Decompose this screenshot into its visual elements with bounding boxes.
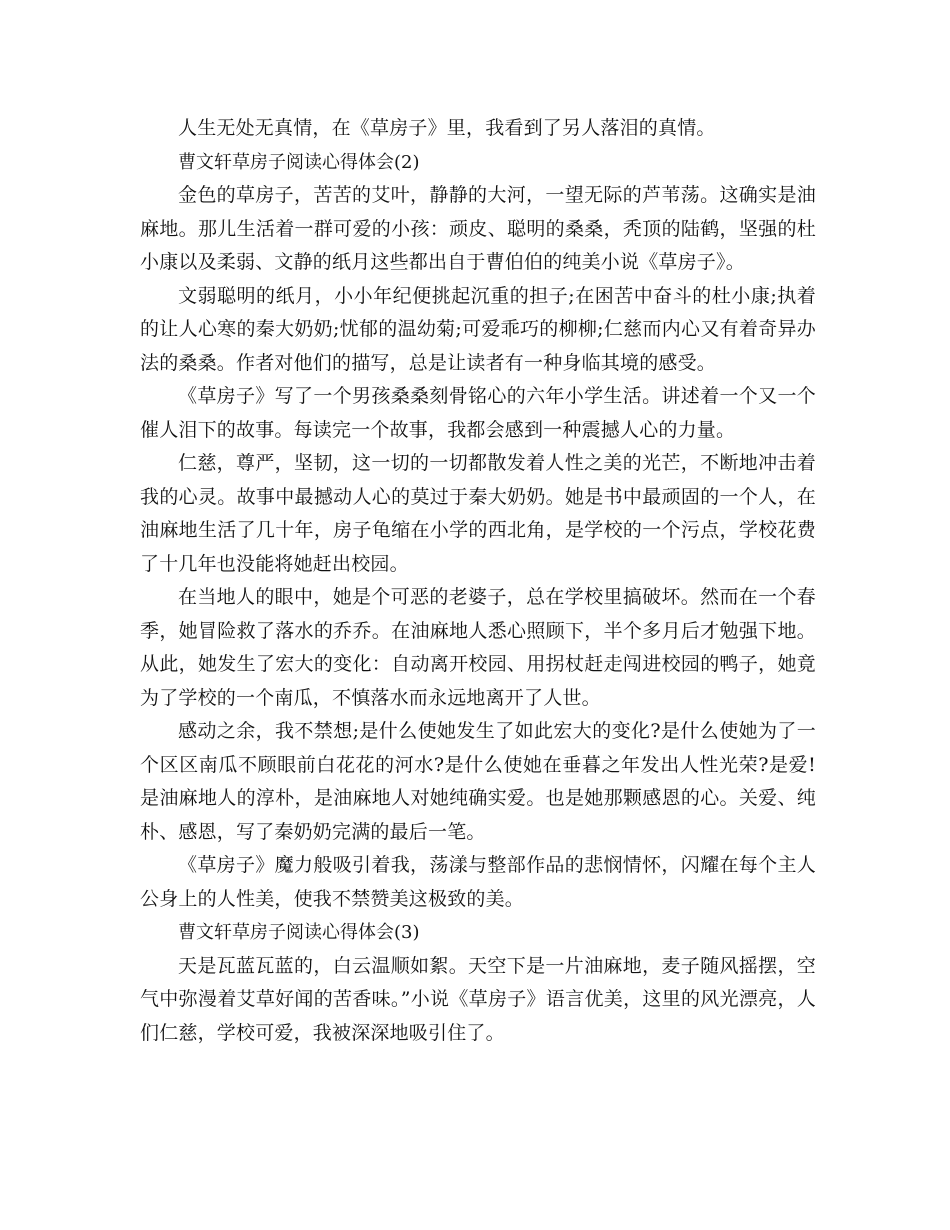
paragraph: 在当地人的眼中，她是个可恶的老婆子，总在学校里搞破坏。然而在一个春季，她冒险救了落水的乔乔。在油麻地人悉心照顾下，半个多月后才勉强下地。从此，她发生了宏大的变化：自动离开校园、用拐杖赶走闯进校园的鸭子，她竟为了学校的一个南瓜，不慎落水而永远地离开了人世。 xyxy=(140,586,816,709)
paragraph: 《草房子》写了一个男孩桑桑刻骨铭心的六年小学生活。讲述着一个又一个催人泪下的故事。每读完一个故事，我都会感到一种震撼人心的力量。 xyxy=(140,385,816,441)
paragraph: 《草房子》魔力般吸引着我，荡漾与整部作品的悲悯情怀，闪耀在每个主人公身上的人性美，使我不禁赞美这极致的美。 xyxy=(140,854,816,910)
paragraph: 仁慈，尊严，坚韧，这一切的一切都散发着人性之美的光芒，不断地冲击着我的心灵。故事中最撼动人心的莫过于秦大奶奶。她是书中最顽固的一个人，在油麻地生活了几十年，房子龟缩在小学的西北角，是学校的一个污点，学校花费了十几年也没能将她赶出校园。 xyxy=(140,452,816,575)
paragraph: 天是瓦蓝瓦蓝的，白云温顺如絮。天空下是一片油麻地，麦子随风摇摆，空气中弥漫着艾草好闻的苦香味。”小说《草房子》语言优美，这里的风光漂亮，人们仁慈，学校可爱，我被深深地吸引住了。 xyxy=(140,954,816,1044)
document-body xyxy=(140,112,816,1050)
section-heading: 曹文轩草房子阅读心得体会(3) xyxy=(178,922,420,943)
paragraph: 金色的草房子，苦苦的艾叶，静静的大河，一望无际的芦苇荡。这确实是油麻地。那儿生活着一群可爱的小孩：顽皮、聪明的桑桑，秃顶的陆鹤，坚强的杜小康以及柔弱、文静的纸月这些都出自于曹伯伯的纯美小说《草房子》。 xyxy=(140,184,816,273)
paragraph: 感动之余，我不禁想;是什么使她发生了如此宏大的变化?是什么使她为了一个区区南瓜不顾眼前白花花的河水?是什么使她在垂暮之年发出人性光荣?是爱!是油麻地人的淳朴，是油麻地人对她纯确实爱。也是她那颗感恩的心。关爱、纯朴、感恩，写了秦奶奶完满的最后一笔。 xyxy=(140,720,816,843)
section-heading: 曹文轩草房子阅读心得体会(2) xyxy=(178,151,420,173)
paragraph: 人生无处无真情，在《草房子》里，我看到了另人落泪的真情。 xyxy=(178,117,716,139)
paragraph: 文弱聪明的纸月，小小年纪便挑起沉重的担子;在困苦中奋斗的杜小康;执着的让人心寒的秦大奶奶;忧郁的温幼菊;可爱乖巧的柳柳;仁慈而内心又有着奇异办法的桑桑。作者对他们的描写，总是让读者有一种身临其境的感受。 xyxy=(140,284,816,374)
